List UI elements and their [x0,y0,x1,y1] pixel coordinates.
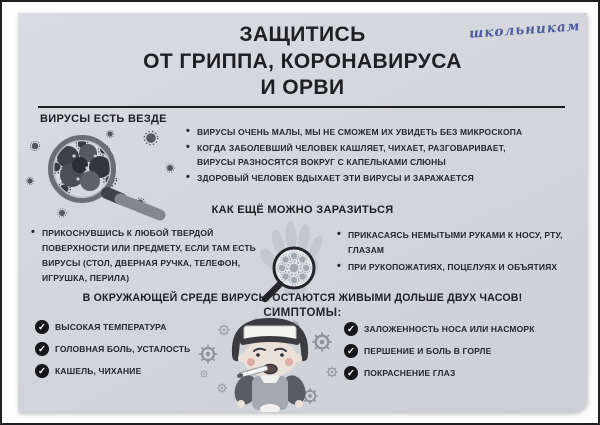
section-how-infected-heading: КАК ЕЩЁ МОЖНО ЗАРАЗИТЬСЯ [211,204,394,216]
check-icon: ✓ [35,364,49,378]
symptom-item [344,366,535,380]
section-viruses-everywhere-heading: ВИРУСЫ ЕСТЬ ВЕЗДЕ [40,113,167,125]
bullet-item: • ПРИКОСНУВШИСЬ К ЛЮБОЙ ТВЕРДОЙ ПОВЕРХНОСТИ ИЛИ ПРЕДМЕТУ, ЕСЛИ ТАМ ЕСТЬ ВИРУСЫ (СТОЛ, ДВЕРНАЯ РУЧКА, ТЕЛЕФОН, ИГРУШКА, ПЕРИЛА) [30,226,262,286]
title-line-3: И ОРВИ [260,76,345,99]
symptom-label: ЗАЛОЖЕННОСТЬ НОСА ИЛИ НАСМОРК [364,324,535,334]
symptom-item [35,320,190,334]
check-icon: ✓ [35,320,49,334]
poster-page [18,13,587,412]
how-infected-right-list [336,228,584,277]
viruses-everywhere-bullet-list [185,125,537,186]
title-divider [38,106,565,108]
bullet-item: • ПРИ РУКОПОЖАТИЯХ, ПОЦЕЛУЯХ И ОБЪЯТИЯХ [336,260,584,275]
bullet-item: • КОГДА ЗАБОЛЕВШИЙ ЧЕЛОВЕК КАШЛЯЕТ, ЧИХАЕТ, РАЗГОВАРИВАЕТ, ВИРУСЫ РАЗНОСЯТСЯ ВОКРУГ С КАПЕЛЬКАМИ СЛЮНЫ [185,141,537,170]
bullet-item: • ПРИКАСАЯСЬ НЕМЫТЫМИ РУКАМИ К НОСУ, РТУ, ГЛАЗАМ [336,228,584,258]
check-icon: ✓ [35,342,49,356]
how-infected-left-list [30,226,262,287]
symptoms-right-list [344,322,535,388]
symptoms-left-list [35,320,190,386]
check-icon: ✓ [344,344,358,358]
check-icon: ✓ [344,322,358,336]
symptom-item [35,364,190,378]
title-line-2: ОТ ГРИППА, КОРОНАВИРУСА [143,49,462,73]
sick-boy-illustration [198,314,343,412]
symptom-label: ВЫСОКАЯ ТЕМПЕРАТУРА [55,322,167,332]
handwritten-note: школьникам [468,18,582,42]
symptom-label: ПЕРШЕНИЕ И БОЛЬ В ГОРЛЕ [364,346,492,356]
environment-warning-banner: В ОКРУЖАЮЩЕЙ СРЕДЕ ВИРУСЫ ОСТАЮТСЯ ЖИВЫМИ ДОЛЬШЕ ДВУХ ЧАСОВ! [82,292,523,304]
symptom-item [344,344,535,358]
symptom-label: ПОКРАСНЕНИЕ ГЛАЗ [364,368,456,378]
symptom-label: ГОЛОВНАЯ БОЛЬ, УСТАЛОСТЬ [55,344,191,354]
title-line-1: ЗАЩИТИСЬ [239,23,366,46]
bullet-item: • ВИРУСЫ ОЧЕНЬ МАЛЫ, МЫ НЕ СМОЖЕМ ИХ УВИДЕТЬ БЕЗ МИКРОСКОПА [185,125,537,140]
symptoms-heading: СИМПТОМЫ: [263,307,342,319]
symptom-item [35,342,190,356]
check-icon: ✓ [344,366,358,380]
symptom-label: КАШЕЛЬ, ЧИХАНИЕ [55,366,142,376]
symptom-item [344,322,535,336]
bullet-item: • ЗДОРОВЫЙ ЧЕЛОВЕК ВДЫХАЕТ ЭТИ ВИРУСЫ И ЗАРАЖАЕТСЯ [185,171,537,186]
